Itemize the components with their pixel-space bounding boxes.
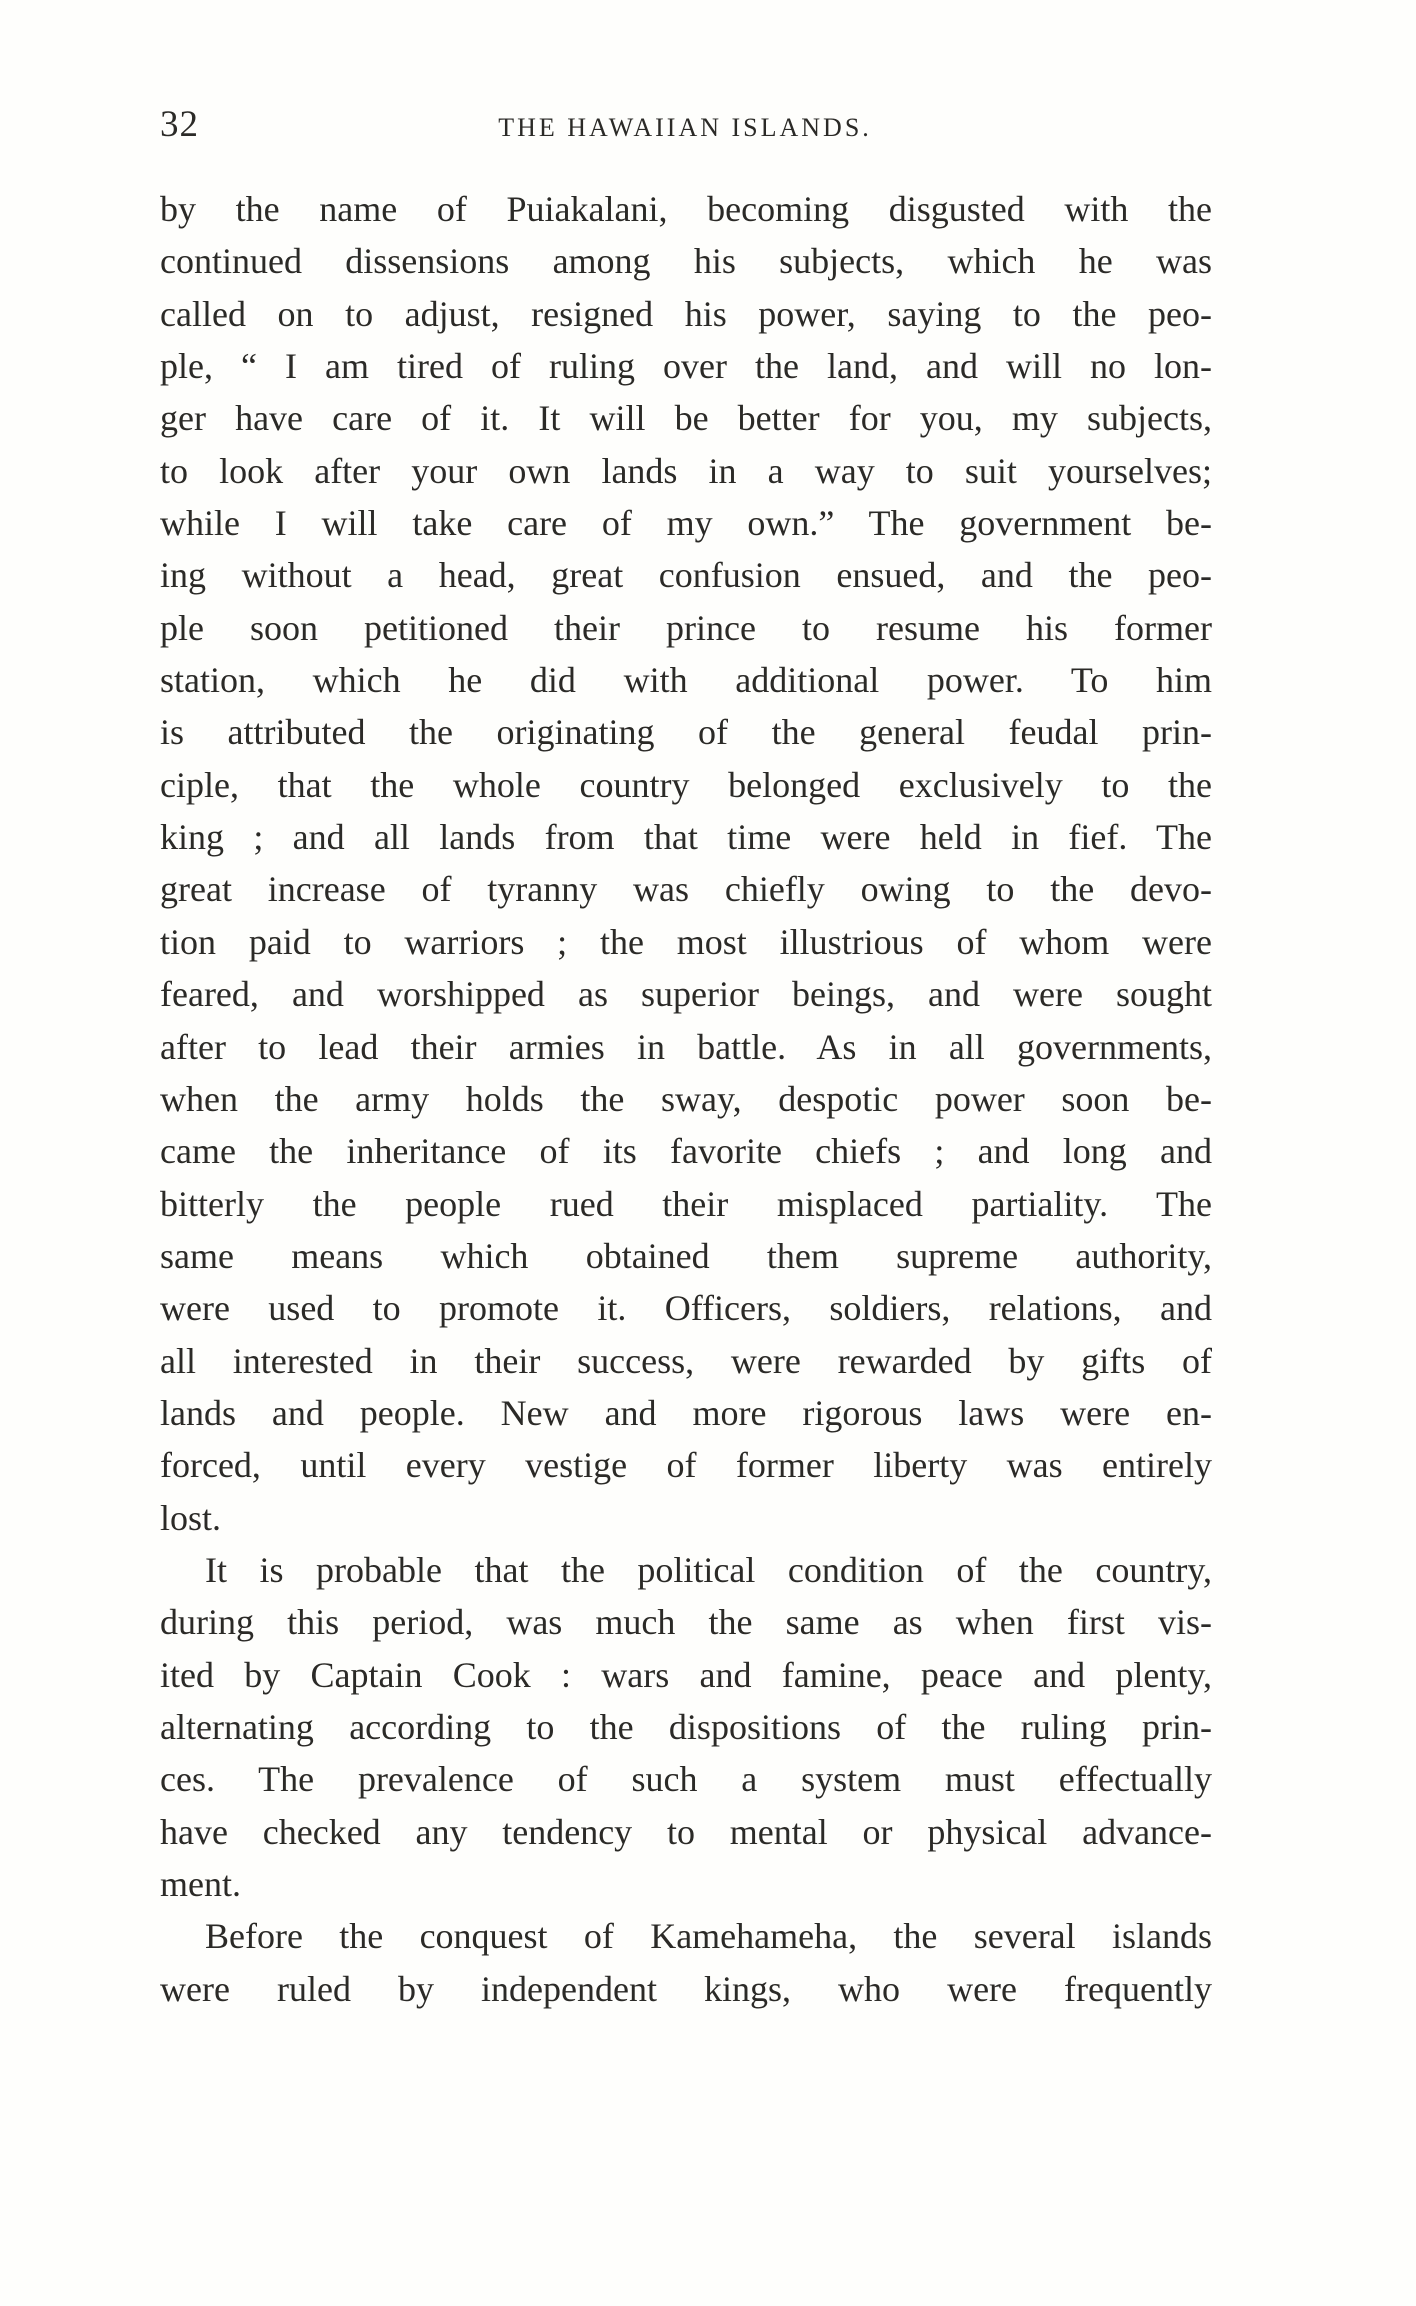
paragraph-1	[160, 183, 1212, 1544]
text-line: continued dissensions among his subjects, which he was	[160, 241, 1212, 282]
text-line: ciple, that the whole country belonged exclusively to the	[160, 764, 1212, 805]
text-line: all interested in their success, were rewarded by gifts of	[160, 1340, 1212, 1381]
text-line: tion paid to warriors ; the most illustrious of whom were	[160, 921, 1212, 962]
text-line: came the inheritance of its favorite chiefs ; and long and	[160, 1131, 1212, 1172]
text-line: ment.	[160, 1864, 241, 1904]
text-line: ing without a head, great confusion ensued, and the peo-	[160, 555, 1212, 596]
text-line: forced, until every vestige of former liberty was entirely	[160, 1445, 1212, 1486]
paragraph-2	[160, 1544, 1212, 1910]
body-text	[160, 183, 1212, 2015]
text-line: were ruled by independent kings, who were frequently	[160, 1968, 1212, 2009]
text-line: ger have care of it. It will be better for you, my subjects,	[160, 398, 1212, 439]
page-number: 32	[160, 104, 199, 145]
text-line: feared, and worshipped as superior beings, and were sought	[160, 974, 1212, 1015]
text-line: during this period, was much the same as when first vis-	[160, 1602, 1212, 1643]
text-line: lost.	[160, 1497, 222, 1538]
text-line: ple soon petitioned their prince to resume his former	[160, 607, 1212, 648]
page-header	[160, 100, 1210, 160]
text-line: alternating according to the dispositions of the ruling prin-	[160, 1706, 1212, 1747]
text-line: bitterly the people rued their misplaced partiality. The	[160, 1183, 1212, 1224]
text-line: great increase of tyranny was chiefly owing to the devo-	[160, 869, 1212, 910]
text-line: called on to adjust, resigned his power, saying to the peo-	[160, 293, 1212, 334]
text-line: were used to promote it. Officers, soldiers, relations, and	[160, 1288, 1212, 1329]
text-line: station, which he did with additional power. To him	[160, 660, 1212, 701]
text-line: while I will take care of my own.” The government be-	[160, 503, 1212, 544]
running-head: THE HAWAIIAN ISLANDS.	[498, 113, 872, 142]
text-line: ited by Captain Cook : wars and famine, peace and plenty,	[160, 1654, 1212, 1695]
text-line: to look after your own lands in a way to suit yourselves;	[160, 450, 1212, 491]
text-line: king ; and all lands from that time were held in fief. The	[160, 817, 1212, 858]
text-line: same means which obtained them supreme authority,	[160, 1235, 1212, 1276]
text-line: ple, “ I am tired of ruling over the land, and will no lon-	[160, 346, 1212, 387]
text-line: ces. The prevalence of such a system must effectually	[160, 1759, 1212, 1800]
text-line: after to lead their armies in battle. As in all governments,	[160, 1026, 1212, 1067]
text-line: lands and people. New and more rigorous laws were en-	[160, 1392, 1212, 1433]
text-line: Before the conquest of Kamehameha, the several islands	[205, 1916, 1212, 1957]
text-line: when the army holds the sway, despotic power soon be-	[160, 1078, 1212, 1119]
text-line: It is probable that the political condition of the country,	[205, 1549, 1212, 1590]
paragraph-3	[160, 1910, 1212, 2015]
text-line: is attributed the originating of the general feudal prin-	[160, 712, 1212, 753]
text-line: have checked any tendency to mental or physical advance-	[160, 1811, 1212, 1852]
text-line: by the name of Puiakalani, becoming disgusted with the	[160, 189, 1212, 229]
